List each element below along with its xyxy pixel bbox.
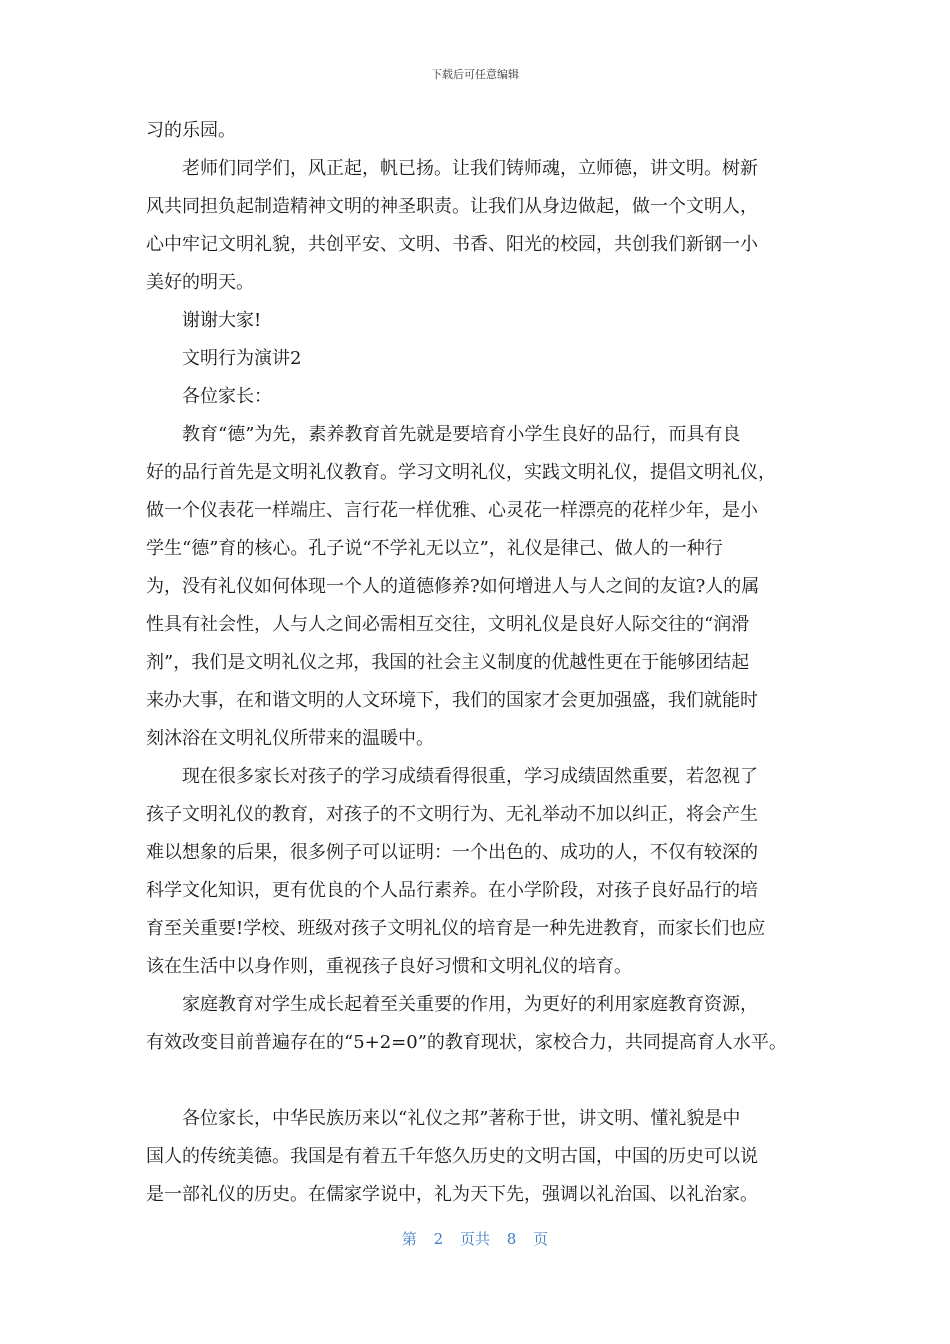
paragraph-line: 各位家长，中华民族历来以“礼仪之邦”著称于世，讲文明、懂礼貌是中 xyxy=(182,1108,741,1129)
document-body xyxy=(146,112,826,1214)
paragraph-line: 科学文化知识，更有优良的个人品行素养。在小学阶段，对孩子良好品行的培 xyxy=(146,880,758,901)
section-title: 文明行为演讲2 xyxy=(182,348,302,369)
paragraph-line: 育至关重要!学校、班级对孩子文明礼仪的培育是一种先进教育，而家长们也应 xyxy=(146,918,766,939)
paragraph-line: 老师们同学们，风正起，帆已扬。让我们铸师魂，立师德，讲文明。树新 xyxy=(182,158,758,179)
paragraph-spacer xyxy=(146,1062,826,1100)
paragraph-line: 是一部礼仪的历史。在儒家学说中，礼为天下先，强调以礼治国、以礼治家。 xyxy=(146,1184,758,1205)
paragraph-line: 为，没有礼仪如何体现一个人的道德修养?如何增进人与人之间的友谊?人的属 xyxy=(146,576,760,597)
paragraph-line: 刻沐浴在文明礼仪所带来的温暖中。 xyxy=(146,728,434,749)
paragraph-line: 心中牢记文明礼貌，共创平安、文明、书香、阳光的校园，共创我们新钢一小 xyxy=(146,234,758,255)
paragraph-line: 习的乐园。 xyxy=(146,120,236,141)
paragraph-line: 风共同担负起制造精神文明的神圣职责。让我们从身边做起，做一个文明人， xyxy=(146,196,758,217)
paragraph-line: 难以想象的后果，很多例子可以证明：一个出色的、成功的人，不仅有较深的 xyxy=(146,842,758,863)
paragraph-line: 现在很多家长对孩子的学习成绩看得很重，学习成绩固然重要，若忽视了 xyxy=(182,766,758,787)
paragraph-line: 剂”，我们是文明礼仪之邦，我国的社会主义制度的优越性更在于能够团结起 xyxy=(146,652,750,673)
paragraph-line: 好的品行首先是文明礼仪教育。学习文明礼仪，实践文明礼仪，提倡文明礼仪， xyxy=(146,462,776,483)
paragraph-line: 做一个仪表花一样端庄、言行花一样优雅、心灵花一样漂亮的花样少年，是小 xyxy=(146,500,758,521)
paragraph-line: 有效改变目前普遍存在的“5+2=0”的教育现状，家校合力，共同提高育人水平。 xyxy=(146,1032,787,1053)
page-header: 下载后可任意编辑 xyxy=(431,68,519,81)
paragraph-line: 性具有社会性，人与人之间必需相互交往，文明礼仪是良好人际交往的“润滑 xyxy=(146,614,750,635)
paragraph-line: 来办大事，在和谐文明的人文环境下，我们的国家才会更加强盛，我们就能时 xyxy=(146,690,758,711)
paragraph-line: 学生“德”育的核心。孔子说“不学礼无以立”，礼仪是律己、做人的一种行 xyxy=(146,538,723,559)
paragraph-line: 孩子文明礼仪的教育，对孩子的不文明行为、无礼举动不加以纠正，将会产生 xyxy=(146,804,758,825)
paragraph-line: 国人的传统美德。我国是有着五千年悠久历史的文明古国，中国的历史可以说 xyxy=(146,1146,758,1167)
paragraph-line: 教育“德”为先，素养教育首先就是要培育小学生良好的品行，而具有良 xyxy=(182,424,741,445)
closing-line: 谢谢大家! xyxy=(182,310,262,331)
paragraph-line: 家庭教育对学生成长起着至关重要的作用，为更好的利用家庭教育资源， xyxy=(182,994,758,1015)
salutation: 各位家长： xyxy=(182,386,272,407)
page-number-footer: 第 2 页共 8 页 xyxy=(401,1230,549,1248)
paragraph-line: 该在生活中以身作则，重视孩子良好习惯和文明礼仪的培育。 xyxy=(146,956,632,977)
paragraph-line: 美好的明天。 xyxy=(146,272,254,293)
